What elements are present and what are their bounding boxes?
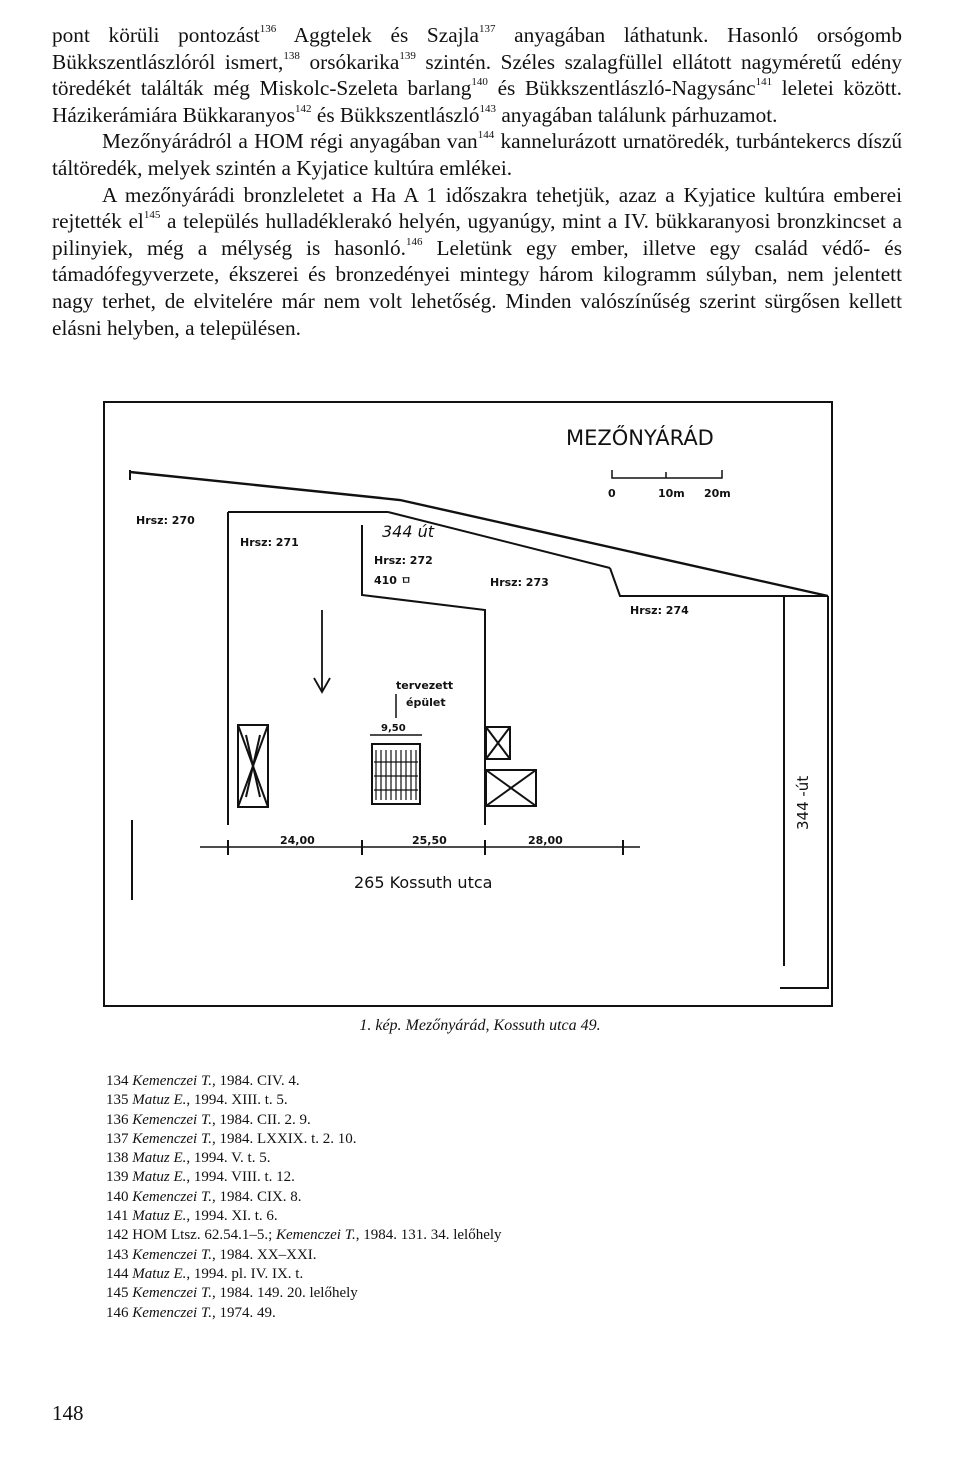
label-building: épület	[406, 696, 446, 709]
footnote-item: 135 Matuz E., 1994. XIII. t. 5.	[106, 1092, 288, 1109]
label-2800: 28,00	[528, 834, 563, 847]
footnote-ref[interactable]: 141	[755, 76, 773, 89]
scale-20m: 20m	[704, 487, 731, 500]
label-road-344-vertical: 344 -út	[794, 775, 812, 830]
label-road-344: 344 út	[382, 522, 435, 541]
footnote-item: 140 Kemenczei T., 1984. CIX. 8.	[106, 1188, 302, 1205]
label-street: 265 Kossuth utca	[354, 873, 493, 892]
footnote-ref[interactable]: 143	[479, 102, 497, 115]
paragraph-1: pont körüli pontozást$^{136}$ Aggtelek és Szajla$^{137}$ anyagában láthatunk. Hasonló orsógomb Bükkszentlászlóról ismert,$^{138}$ orsókarika$^{139}$ szintén. Széles szalagfüllel ellátott nagyméretű edény töredékét találták még Miskolc-Szeleta barlang$^{140}$ és Bükkszentlászló-Nagysánc$^{141}$ leletei között. Házikerámiára Bükkaranyos$^{142}$ és Bükkszentlászló$^{143}$ anyagában találunk párhuzamot.	[52, 22, 903, 127]
scale-10m: 10m	[658, 487, 685, 500]
footnote-item: 143 Kemenczei T., 1984. XX–XXI.	[106, 1246, 317, 1263]
footnote-item: 145 Kemenczei T., 1984. 149. 20. lelőhely	[106, 1285, 358, 1302]
site-plan-drawing	[100, 400, 840, 1010]
label-hrsz-271: Hrsz: 271	[240, 536, 299, 549]
label-planned: tervezett	[396, 679, 454, 692]
footnote-item: 142 HOM Ltsz. 62.54.1–5.; Kemenczei T., 1984. 131. 34. lelőhely	[106, 1227, 502, 1244]
label-hrsz-270: Hrsz: 270	[136, 514, 195, 527]
building-hatch	[374, 750, 418, 800]
map-title: MEZŐNYÁRÁD	[566, 426, 714, 450]
scale-bar	[612, 470, 722, 478]
footnote-ref[interactable]: 145	[143, 209, 161, 222]
footnote-ref[interactable]: 142	[295, 102, 312, 115]
footnote-item: 146 Kemenczei T., 1974. 49.	[106, 1304, 276, 1321]
label-hrsz-272: Hrsz: 272	[374, 554, 433, 567]
label-2400: 24,00	[280, 834, 315, 847]
footnote-ref[interactable]: 137	[478, 22, 496, 35]
paragraph-2: Mezőnyárádról a HOM régi anyagában van$^{144}$ kannelurázott urnatöredék, turbántekercs díszű táltöredék, melyek szintén a Kyjatice kultúra emlékei.	[52, 129, 902, 180]
figure-caption: 1. kép. Mezőnyárád, Kossuth utca 49.	[359, 1017, 601, 1034]
footnote-ref[interactable]: 138	[283, 49, 300, 62]
footnote-item: 138 Matuz E., 1994. V. t. 5.	[106, 1150, 271, 1167]
footnote-item: 137 Kemenczei T., 1984. LXXIX. t. 2. 10.	[106, 1130, 357, 1147]
footnote-ref[interactable]: 136	[259, 22, 277, 35]
footnote-ref[interactable]: 140	[471, 76, 488, 89]
footnotes	[106, 1072, 502, 1323]
label-950: 9,50	[381, 723, 406, 734]
footnote-item: 139 Matuz E., 1994. VIII. t. 12.	[106, 1169, 295, 1186]
label-hrsz-273: Hrsz: 273	[490, 576, 549, 589]
footnote-item: 134 Kemenczei T., 1984. CIV. 4.	[106, 1073, 300, 1089]
footnote-ref[interactable]: 146	[405, 235, 423, 248]
footnote-item: 144 Matuz E., 1994. pl. IV. IX. t.	[106, 1265, 304, 1282]
footnote-ref[interactable]: 139	[399, 49, 416, 62]
body-text	[52, 22, 902, 341]
paragraph-3: A mezőnyárádi bronzleletet a Ha A 1 időszakra tehetjük, azaz a Kyjatice kultúra emberei rejtették $el^{145}$ a település hulladéklerakó helyén, ugyanúgy, mint a IV. bükkaranyosi bronzkincset a pilinyiek, még a mélység is hasonló.$^{146}$ Leletünk egy ember, illetve egy család védő- és támadófegyverzete, ékszerei és bronzedényei mintegy három kilogramm súlyban, nem jelentett nagy terhet, de elvitelére már nem volt lehetőség. Minden valószínűség szerint sürgősen kellett elásni helyben, a településen.	[52, 182, 903, 340]
footnote-item: 141 Matuz E., 1994. XI. t. 6.	[106, 1208, 278, 1225]
label-410: 410 ㅁ	[374, 574, 412, 587]
site-plan-figure	[100, 400, 840, 1010]
page-number: 148	[52, 1401, 84, 1425]
scale-0: 0	[608, 487, 616, 500]
footnote-ref[interactable]: 144	[477, 129, 495, 142]
label-hrsz-274: Hrsz: 274	[630, 604, 689, 617]
label-2550: 25,50	[412, 834, 447, 847]
footnote-item: 136 Kemenczei T., 1984. CII. 2. 9.	[106, 1111, 311, 1128]
